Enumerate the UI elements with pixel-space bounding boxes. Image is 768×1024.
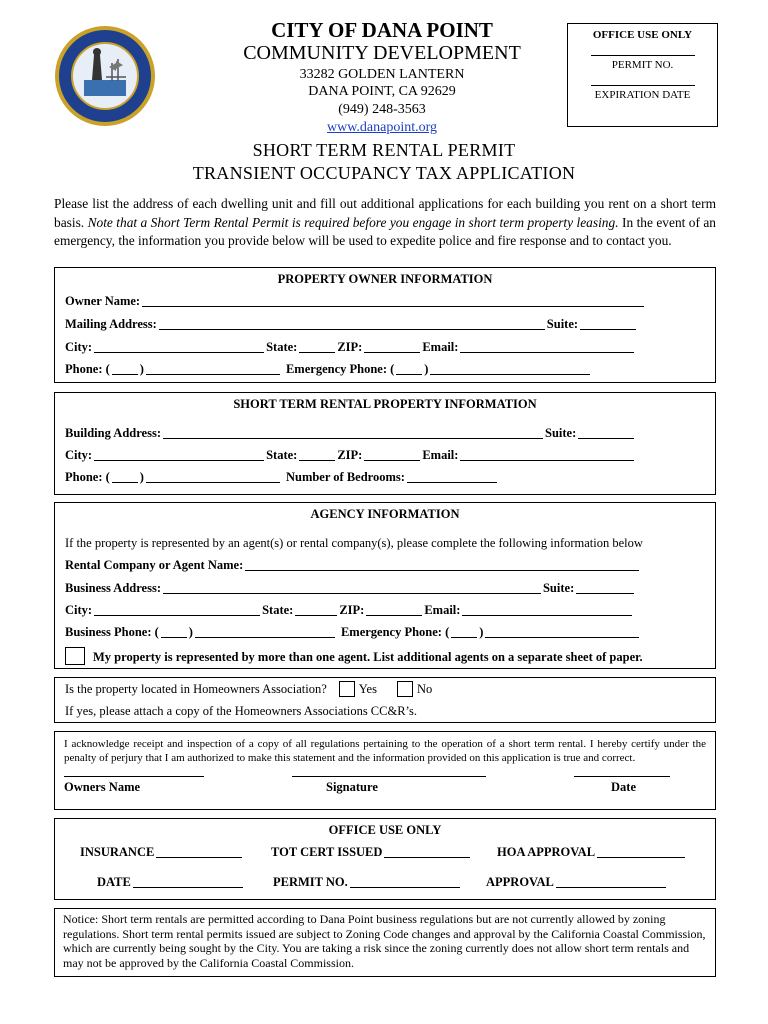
owner-state-label: State:: [266, 340, 298, 354]
owner-emergency-paren: ): [424, 362, 429, 376]
office-date-label: DATE: [97, 875, 131, 889]
mailing-suite-label: Suite:: [546, 317, 579, 331]
office-use-section-title: OFFICE USE ONLY: [328, 823, 442, 837]
office-use-section: [54, 818, 716, 900]
mailing-address-label: Mailing Address:: [65, 317, 157, 331]
business-address-label: Business Address:: [65, 581, 161, 595]
multi-agent-label: My property is represented by more than one agent. List additional agents on a separate sheet of paper.: [93, 650, 643, 664]
approval-label: APPROVAL: [486, 875, 554, 889]
agency-emergency-paren: ): [479, 625, 484, 639]
city-name: CITY OF DANA POINT: [271, 18, 493, 42]
hoa-question: Is the property located in Homeowners Association?: [65, 681, 327, 696]
agency-email-field[interactable]: [462, 605, 632, 616]
rental-company-field[interactable]: [245, 560, 639, 571]
hoa-attach-note: If yes, please attach a copy of the Homeowners Associations CC&R’s.: [65, 704, 418, 718]
acknowledgement-section: [54, 731, 716, 810]
agency-emergency-field[interactable]: [485, 627, 639, 638]
acknowledgement-text: I acknowledge receipt and inspection of a copy of all regulations pertaining to the operation of a short term rental. I hereby certify under the penalty of perjury that I am authorized to make this statement and the information provided on this application is true and correct.: [64, 738, 706, 764]
agency-instructions: If the property is represented by an agent(s) or rental company(s), please complete the following information below: [65, 536, 643, 550]
office-permit-label: PERMIT NO.: [273, 875, 348, 889]
intro-paragraph: [54, 195, 716, 251]
agency-state-field[interactable]: [295, 605, 337, 616]
phone-number: (949) 248-3563: [338, 102, 426, 117]
owner-section-title: PROPERTY OWNER INFORMATION: [277, 272, 493, 286]
owner-emergency-area-field[interactable]: [396, 364, 422, 375]
permit-no-line[interactable]: [591, 55, 695, 56]
office-permit-field[interactable]: [350, 877, 460, 888]
business-phone-label: Business Phone: (: [65, 625, 159, 639]
business-phone-area-field[interactable]: [161, 627, 187, 638]
intro-part-3: In the event of an emergency, the information you provide below will be used to expedite police and fire response and to contact you.: [54, 214, 717, 249]
bedrooms-field[interactable]: [407, 472, 497, 483]
owner-phone-paren: ): [139, 362, 144, 376]
mailing-address-field[interactable]: [159, 319, 545, 330]
mailing-suite-field[interactable]: [580, 319, 636, 330]
owners-name-label: Owners Name: [64, 780, 141, 794]
owner-city-field[interactable]: [94, 342, 264, 353]
building-suite-field[interactable]: [578, 428, 634, 439]
property-phone-area-field[interactable]: [112, 472, 138, 483]
notice-section: [54, 908, 716, 977]
owner-phone-label: Phone: (: [65, 362, 110, 376]
hoa-section: [54, 677, 716, 723]
building-address-label: Building Address:: [65, 426, 161, 440]
notice-text: Notice: Short term rentals are permitted according to Dana Point business regulations but are not currently allowed by zoning regulations. Short term rental permits issued are subject to Zoning Code changes and approval by the California Coastal Commission, which are currently being sought by the City. You are taking a risk since the zoning currently does not allow short term rentals and may not be approved by the California Coastal Commission.: [63, 912, 706, 970]
owner-phone-area-field[interactable]: [112, 364, 138, 375]
hoa-yes-label: Yes: [358, 681, 377, 696]
property-state-field[interactable]: [299, 450, 335, 461]
hoa-yes-checkbox[interactable]: [339, 681, 355, 697]
property-email-label: Email:: [422, 448, 459, 462]
intro-note: Note that a Short Term Rental Permit is required before you engage in short term property leasing.: [87, 214, 619, 230]
tot-cert-field[interactable]: [384, 847, 470, 858]
form-subtitle: TRANSIENT OCCUPANCY TAX APPLICATION: [192, 163, 576, 183]
owner-name-field[interactable]: [142, 296, 644, 307]
approval-field[interactable]: [556, 877, 666, 888]
property-section-title: SHORT TERM RENTAL PROPERTY INFORMATION: [233, 397, 537, 411]
owner-name-label: Owner Name:: [65, 294, 141, 308]
department-name: COMMUNITY DEVELOPMENT: [243, 42, 521, 64]
owner-city-label: City:: [65, 340, 93, 354]
business-suite-field[interactable]: [576, 583, 634, 594]
owner-email-label: Email:: [422, 340, 459, 354]
hoa-no-label: No: [416, 681, 433, 696]
property-phone-field[interactable]: [146, 472, 280, 483]
owner-email-field[interactable]: [460, 342, 634, 353]
website-link[interactable]: www.danapoint.org: [326, 120, 438, 135]
business-phone-paren: ): [188, 625, 193, 639]
business-phone-field[interactable]: [195, 627, 335, 638]
address-line-1: 33282 GOLDEN LANTERN: [299, 67, 465, 82]
city-seal-logo: [54, 25, 156, 127]
expiration-date-label: EXPIRATION DATE: [594, 89, 691, 101]
owner-zip-field[interactable]: [364, 342, 420, 353]
agency-zip-field[interactable]: [366, 605, 422, 616]
property-city-field[interactable]: [94, 450, 264, 461]
agency-state-label: State:: [262, 603, 294, 617]
property-state-label: State:: [266, 448, 298, 462]
agency-city-field[interactable]: [94, 605, 260, 616]
business-suite-label: Suite:: [542, 581, 575, 595]
multi-agent-checkbox[interactable]: [65, 647, 85, 665]
property-email-field[interactable]: [460, 450, 634, 461]
office-use-title: OFFICE USE ONLY: [592, 29, 693, 41]
signature-label: Signature: [326, 780, 378, 794]
intro-part-1: Please list the address of each dwelling unit and fill out additional applications for each building you rent on a short term basis.: [54, 196, 716, 230]
insurance-field[interactable]: [156, 847, 242, 858]
agency-email-label: Email:: [424, 603, 461, 617]
building-address-field[interactable]: [163, 428, 543, 439]
agency-section-title: AGENCY INFORMATION: [310, 507, 460, 521]
business-address-field[interactable]: [163, 583, 541, 594]
owners-name-line[interactable]: [64, 776, 204, 777]
permit-no-label: PERMIT NO.: [611, 59, 674, 71]
owner-phone-field[interactable]: [146, 364, 280, 375]
hoa-approval-field[interactable]: [597, 847, 685, 858]
owner-info-section: [54, 267, 716, 383]
property-zip-label: ZIP:: [337, 448, 363, 462]
property-phone-label: Phone: (: [65, 470, 110, 484]
tot-cert-label: TOT CERT ISSUED: [271, 845, 383, 859]
expiration-date-line[interactable]: [591, 85, 695, 86]
form-title: SHORT TERM RENTAL PERMIT: [252, 140, 516, 160]
hoa-approval-label: HOA APPROVAL: [497, 845, 596, 859]
address-line-2: DANA POINT, CA 92629: [308, 84, 456, 99]
owner-emergency-field[interactable]: [430, 364, 590, 375]
rental-company-label: Rental Company or Agent Name:: [65, 558, 244, 572]
agency-info-section: [54, 502, 716, 669]
agency-zip-label: ZIP:: [339, 603, 365, 617]
signature-line[interactable]: [292, 776, 486, 777]
property-zip-field[interactable]: [364, 450, 420, 461]
owner-state-field[interactable]: [299, 342, 335, 353]
property-info-section: [54, 392, 716, 495]
building-suite-label: Suite:: [545, 426, 577, 440]
owner-emergency-label: Emergency Phone: (: [285, 362, 395, 376]
date-label: Date: [611, 780, 636, 794]
agency-emergency-label: Emergency Phone: (: [340, 625, 450, 639]
property-phone-paren: ): [139, 470, 144, 484]
bedrooms-label: Number of Bedrooms:: [285, 470, 405, 484]
insurance-label: INSURANCE: [80, 845, 155, 859]
agency-emergency-area-field[interactable]: [451, 627, 477, 638]
office-date-field[interactable]: [133, 877, 243, 888]
property-city-label: City:: [65, 448, 93, 462]
agency-city-label: City:: [65, 603, 93, 617]
office-use-box: [567, 23, 718, 127]
hoa-no-checkbox[interactable]: [397, 681, 413, 697]
owner-zip-label: ZIP:: [337, 340, 363, 354]
date-line[interactable]: [574, 776, 670, 777]
